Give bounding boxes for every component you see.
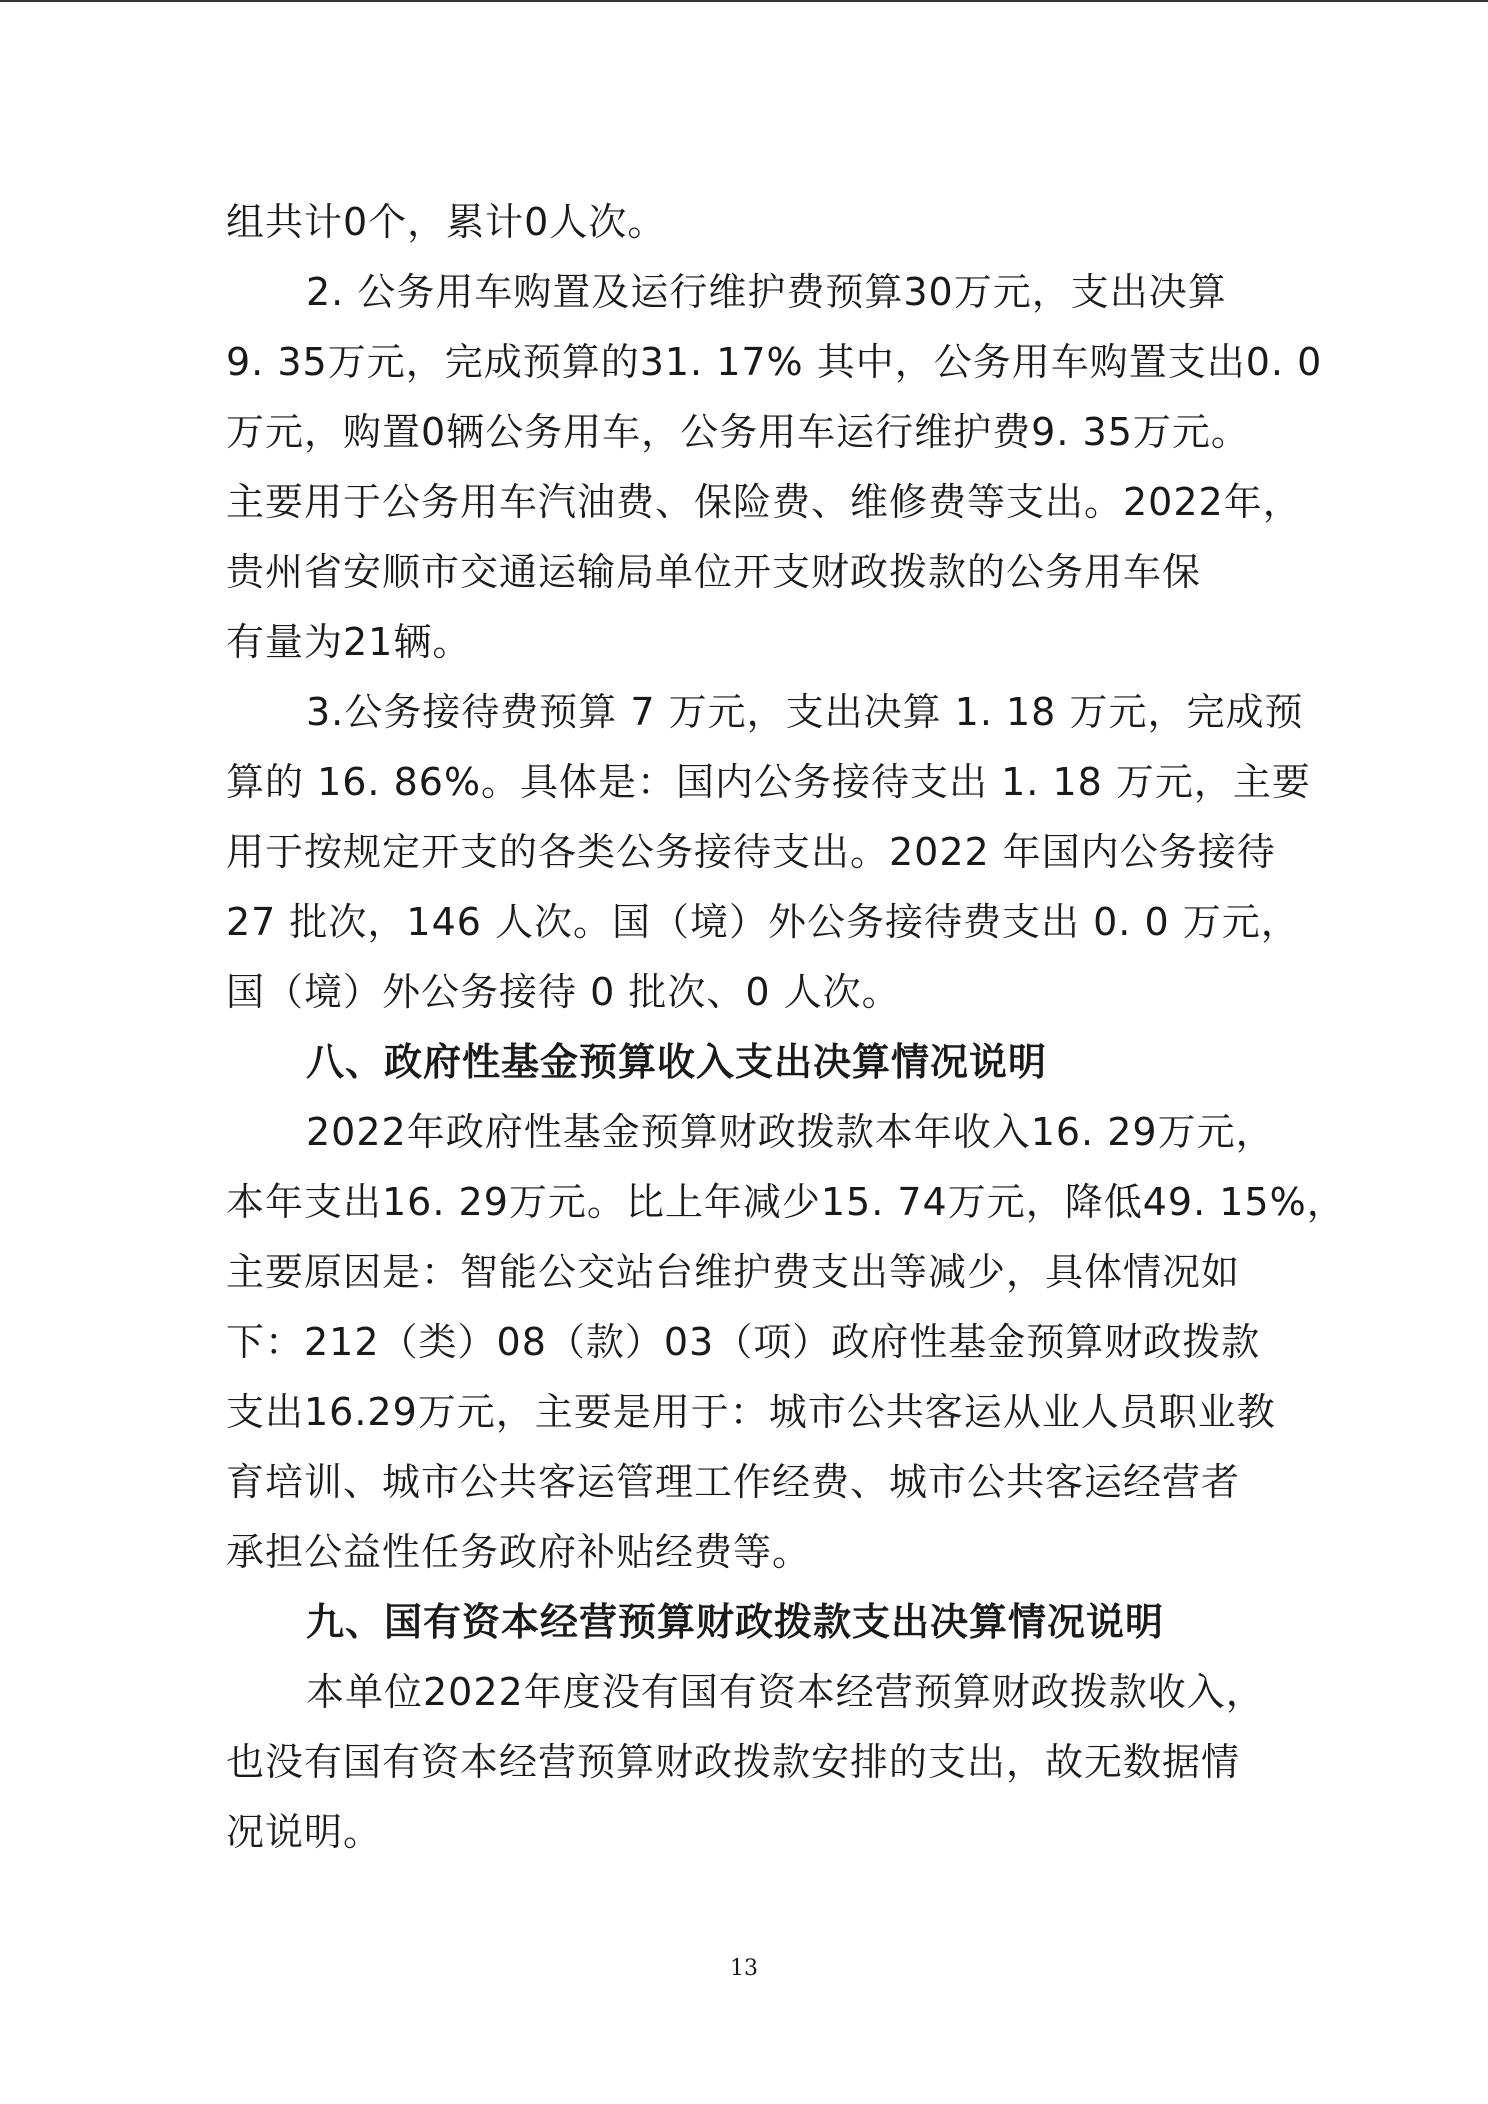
text-line: 27 批次，146 人次。国（境）外公务接待费支出 0. 0 万元，: [226, 900, 1300, 944]
text-line: 3.公务接待费预算 7 万元，支出决算 1. 18 万元，完成预: [306, 690, 1304, 734]
text-line: 2022年政府性基金预算财政拨款本年收入16. 29万元，: [306, 1110, 1275, 1154]
text-line: 有量为21辆。: [226, 620, 472, 664]
text-line: 育培训、城市公共客运管理工作经费、城市公共客运经营者: [226, 1460, 1241, 1504]
text-line: 本年支出16. 29万元。比上年减少15. 74万元，降低49. 15%，: [226, 1180, 1346, 1224]
text-line: 用于按规定开支的各类公务接待支出。2022 年国内公务接待: [226, 830, 1276, 874]
text-line: 9. 35万元，完成预算的31. 17% 其中，公务用车购置支出0. 0: [226, 340, 1323, 384]
text-line: 支出16.29万元，主要是用于：城市公共客运从业人员职业教: [226, 1390, 1276, 1434]
text-line: 万元，购置0辆公务用车，公务用车运行维护费9. 35万元。: [226, 410, 1250, 454]
text-line: 主要原因是：智能公交站台维护费支出等减少，具体情况如: [226, 1250, 1241, 1294]
text-line: 也没有国有资本经营预算财政拨款安排的支出，故无数据情: [226, 1740, 1241, 1784]
text-line: 本单位2022年度没有国有资本经营预算财政拨款收入，: [306, 1670, 1265, 1714]
text-line: 组共计0个，累计0人次。: [226, 200, 667, 244]
text-line: 主要用于公务用车汽油费、保险费、维修费等支出。2022年，: [226, 480, 1302, 524]
section-heading-state-capital: 九、国有资本经营预算财政拨款支出决算情况说明: [306, 1600, 1165, 1644]
text-line: 承担公益性任务政府补贴经费等。: [226, 1530, 812, 1574]
text-line: 2. 公务用车购置及运行维护费预算30万元，支出决算: [306, 270, 1227, 314]
text-line: 况说明。: [226, 1810, 383, 1854]
text-line: 贵州省安顺市交通运输局单位开支财政拨款的公务用车保: [226, 550, 1202, 594]
section-heading-government-fund: 八、政府性基金预算收入支出决算情况说明: [306, 1040, 1048, 1084]
text-line: 国（境）外公务接待 0 批次、0 人次。: [226, 970, 901, 1014]
text-line: 下：212（类）08（款）03（项）政府性基金预算财政拨款: [226, 1320, 1261, 1364]
text-line: 算的 16. 86%。具体是：国内公务接待支出 1. 18 万元，主要: [226, 760, 1311, 804]
top-border-rule: [0, 0, 1488, 2]
page-number: 13: [730, 1956, 758, 1981]
